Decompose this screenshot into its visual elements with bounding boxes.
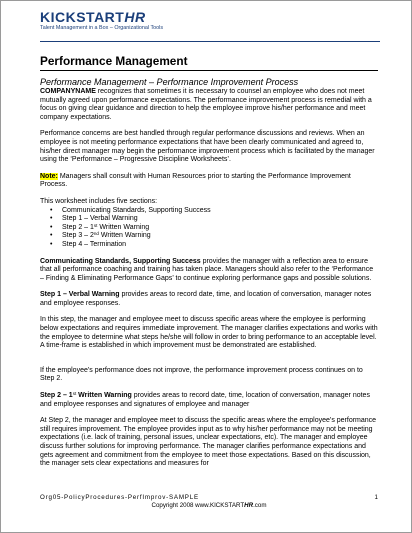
step1-paragraph: Step 1 – Verbal Warning provides areas to record date, time, and location of conversation, manager notes and employee responses. — [40, 291, 372, 307]
list-item: • Step 4 – Termination — [62, 241, 378, 250]
page-title: Performance Management — [40, 54, 378, 71]
logo-tagline: Talent Management in a Box – Organizational Tools — [40, 25, 164, 31]
list-item: • Step 3 – 2nd Written Warning — [62, 232, 378, 241]
list-item: • Step 1 – Verbal Warning — [62, 215, 378, 224]
sections-intro: This worksheet includes five sections: — [40, 197, 158, 205]
note-highlight: Note: — [40, 172, 58, 180]
list-item: • Communicating Standards, Supporting Success — [62, 207, 378, 216]
header-rule — [40, 41, 380, 42]
footer-page-number: 1 — [374, 494, 378, 501]
footer-copyright: Copyright 2008 www.KICKSTARTHR.com — [151, 502, 267, 509]
sections-list — [40, 207, 378, 250]
footer-document-id: Org05-PolicyProcedures-PerfImprov-SAMPLE — [40, 494, 199, 501]
continue-paragraph: If the employee’s performance does not improve, the performance improvement process continues on to Step 2. — [40, 366, 363, 383]
list-item: • Step 2 – 1st Written Warning — [62, 224, 378, 233]
logo-wordmark: KICKSTARTHR — [40, 9, 146, 25]
document-body — [40, 54, 378, 469]
note-paragraph: Note: Managers shall consult with Human Resources prior to starting the Performance Improvement Process. — [40, 172, 351, 189]
intro-paragraph: COMPANYNAME recognizes that sometimes it is necessary to counsel an employee who does not meet mutually agreed upon performance expectations. The performance improvement process is remedial with a focus on giving clear guidance and direction to help the employee improve his/her performance and meet company expectations. — [40, 88, 372, 121]
performance-concerns-paragraph: Performance concerns are best handled through regular performance discussions and reviews. When an employee is not meeting performance expectations that have been clearly communicated and agreed to, his/her direct manager may begin the performance improvement process which is facilitated by the manager using the ‘Performance – Progressive Discipline Worksheets’. — [40, 130, 375, 164]
step2-detail-paragraph: At Step 2, the manager and employee meet to discuss the specific areas where the employee’s performance still requires improvement. The employee provides input as to why his/her performance may not be meeting expectations (i.e. lack of training, personal issues, unclear expectations, etc). The manager and employee discuss further solutions for improving performance. The manager clarifies performance expectations and gets agreement and commitment from the employee to meet those expectations. Based on this discussion, the manager sets clear expectations and measures for — [40, 417, 377, 468]
step1-detail-paragraph: In this step, the manager and employee meet to discuss specific areas where the employee is performing below expectations and requires immediate improvement. The manager clarifies expectations and works with the employee to determine what steps he/she will follow in order to bring performance to an acceptable level. A time-frame is established in which improvement must be demonstrated are established. — [40, 316, 378, 350]
section-subtitle: Performance Management – Performance Improvement Process — [40, 77, 299, 87]
step2-paragraph: Step 2 – 1st Written Warning provides areas to record date, time, location of conversation, manager notes and employee responses and signatures of employee and manager — [40, 391, 370, 408]
kickstarthr-logo — [40, 10, 163, 31]
communicating-standards-paragraph: Communicating Standards, Supporting Success provides the manager with a reflection area to ensure that all performance coaching and training has taken place. Managers should also refer to the ‘Performance – Finding & Eliminating Performance Gaps’ to continue exploring performance gaps and possible solutions. — [40, 257, 374, 282]
page-footer — [40, 494, 378, 510]
